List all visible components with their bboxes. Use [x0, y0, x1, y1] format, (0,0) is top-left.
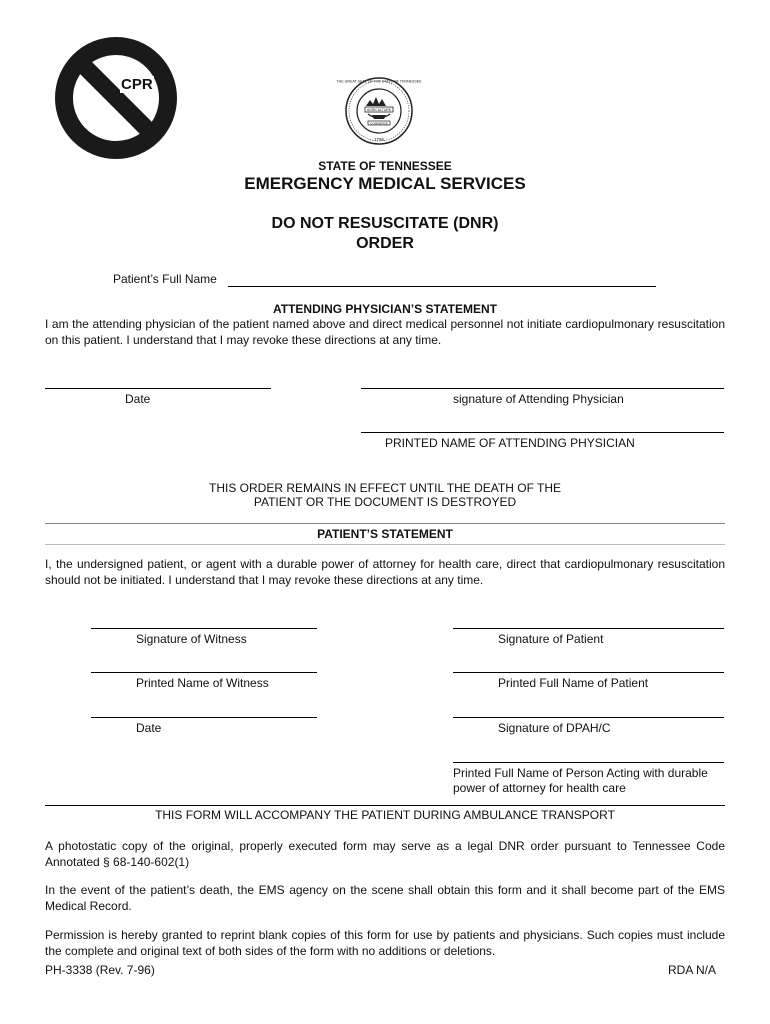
heading-underline — [45, 544, 725, 545]
section-divider — [45, 523, 725, 524]
witness-printed-name-field[interactable] — [91, 672, 317, 673]
physician-statement-heading: ATTENDING PHYSICIAN’S STATEMENT — [272, 302, 497, 316]
physician-date-field[interactable] — [45, 388, 271, 389]
patient-statement-heading: PATIENT’S STATEMENT — [317, 527, 453, 541]
agent-printed-name-label-line1: Printed Full Name of Person Acting with durable — [453, 766, 708, 780]
witness-signature-label: Signature of Witness — [136, 632, 247, 646]
cpr-label: CPR — [121, 76, 153, 93]
form-title-line1: DO NOT RESUSCITATE (DNR) — [271, 215, 499, 232]
patient-death-text: In the event of the patient’s death, the EMS agency on the scene shall obtain this form and it shall become part of the EMS Medical Record. — [45, 883, 725, 913]
photostatic-copy-text: A photostatic copy of the original, properly executed form may serve as a legal DNR order pursuant to Tennessee Code Annotated § 68-140-602(1) — [45, 839, 725, 869]
physician-date-label: Date — [125, 392, 151, 406]
form-number: PH-3338 (Rev. 7-96) — [45, 963, 155, 977]
rda-label: RDA N/A — [668, 963, 717, 977]
physician-signature-label: signature of Attending Physician — [453, 392, 624, 406]
patient-name-field[interactable] — [228, 286, 656, 287]
witness-signature-field[interactable] — [91, 628, 317, 629]
state-seal-icon — [336, 76, 422, 146]
state-name: STATE OF TENNESSEE — [318, 159, 452, 173]
transport-divider — [45, 805, 725, 806]
dpah-signature-field[interactable] — [453, 717, 724, 718]
no-cpr-icon — [54, 36, 178, 160]
agent-printed-name-label-line2: power of attorney for health care — [453, 781, 626, 795]
witness-date-label: Date — [136, 721, 162, 735]
reprint-permission-text: Permission is hereby granted to reprint blank copies of this form for use by patients and physicians. Such copies must include the complete and original text of both sides of the form with no additions or deletions. — [45, 928, 725, 958]
physician-printed-name-field[interactable] — [361, 432, 724, 433]
transport-notice: THIS FORM WILL ACCOMPANY THE PATIENT DURING AMBULANCE TRANSPORT — [155, 808, 615, 822]
seal-outer-text: THE GREAT SEAL OF THE STATE OF TENNESSEE — [336, 79, 422, 84]
witness-printed-name-label: Printed Name of Witness — [136, 676, 269, 690]
patient-statement-text: I, the undersigned patient, or agent with a durable power of attorney for health care, direct that cardiopulmonary resuscitation should not be initiated. I understand that I may revoke these directions at any time. — [45, 557, 725, 587]
seal-commerce-text: COMMERCE — [370, 121, 388, 126]
patient-printed-name-label: Printed Full Name of Patient — [498, 676, 649, 690]
agent-printed-name-field[interactable] — [453, 762, 724, 763]
patient-name-label: Patient’s Full Name — [113, 272, 217, 286]
patient-printed-name-field[interactable] — [453, 672, 724, 673]
dpah-signature-label: Signature of DPAH/C — [498, 721, 611, 735]
patient-signature-label: Signature of Patient — [498, 632, 604, 646]
patient-signature-field[interactable] — [453, 628, 724, 629]
agency-title: EMERGENCY MEDICAL SERVICES — [244, 174, 526, 193]
effect-notice-line1: THIS ORDER REMAINS IN EFFECT UNTIL THE DEATH OF THE — [208, 481, 562, 495]
form-title-line2: ORDER — [356, 235, 414, 252]
seal-agriculture-text: AGRICULTURE — [366, 108, 392, 112]
physician-statement-text: I am the attending physician of the patient named above and direct medical personnel not initiate cardiopulmonary resuscitation on this patient. I understand that I may revoke these directions at any time. — [45, 317, 725, 347]
effect-notice-line2: PATIENT OR THE DOCUMENT IS DESTROYED — [253, 495, 517, 509]
witness-date-field[interactable] — [91, 717, 317, 718]
seal-year: 1796 — [373, 137, 385, 142]
physician-signature-field[interactable] — [361, 388, 724, 389]
physician-printed-name-label: PRINTED NAME OF ATTENDING PHYSICIAN — [385, 436, 635, 450]
